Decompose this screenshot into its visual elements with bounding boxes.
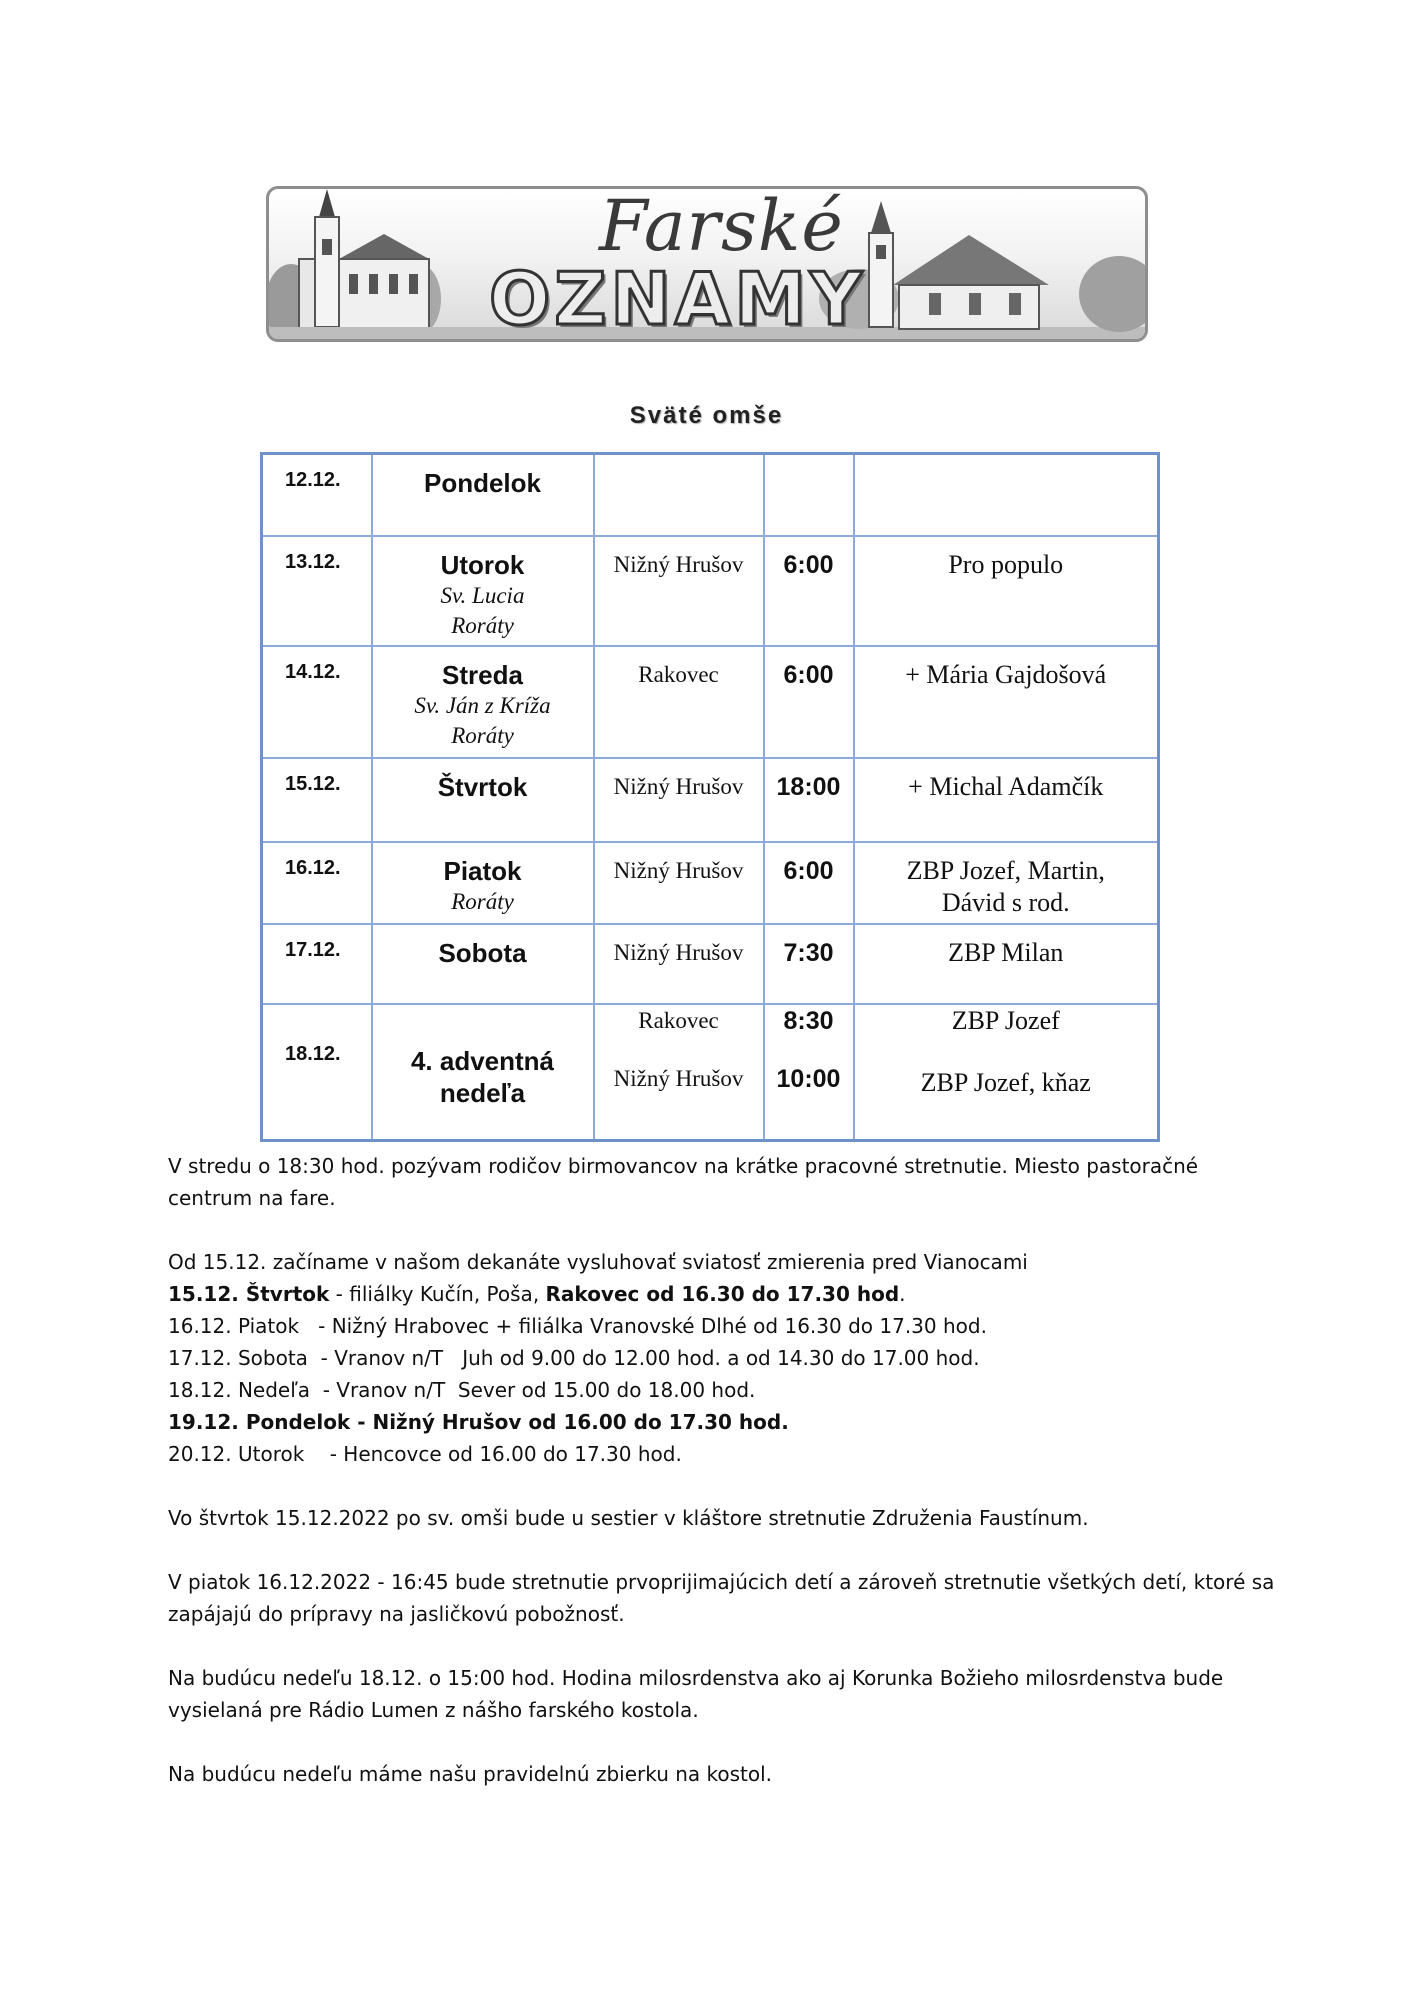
- date-cell: 18.12.: [285, 1043, 341, 1065]
- header-banner: [266, 186, 1148, 342]
- feast-note: Roráty: [451, 613, 514, 638]
- intention-cell: ZBP Jozef: [951, 1006, 1060, 1035]
- table-row: [262, 536, 1159, 646]
- feast-note: Roráty: [451, 889, 514, 914]
- table-row: [262, 454, 1159, 537]
- time-cell: 6:00: [783, 551, 834, 579]
- place-cell: Nižný Hrušov: [613, 1066, 744, 1091]
- mass-schedule-table: [260, 452, 1160, 1142]
- place-cell: Rakovec: [638, 1008, 719, 1033]
- confession-line: 18.12. Nedeľa - Vranov n/T Sever od 15.00 do 18.00 hod.: [168, 1378, 756, 1402]
- place-cell: Nižný Hrušov: [613, 858, 744, 883]
- intention-cell: ZBP Jozef, Martin,: [906, 856, 1105, 885]
- date-cell: 17.12.: [285, 939, 341, 961]
- confession-line: [168, 1278, 1278, 1310]
- announcement-paragraph: Na budúcu nedeľu 18.12. o 15:00 hod. Hodina milosrdenstva ako aj Korunka Božieho milosrdenstva bude vysielaná pre Rádio Lumen z nášho farského kostola.: [168, 1666, 1224, 1722]
- confession-day: 15.12. Štvrtok: [168, 1282, 330, 1306]
- intention-cell: + Michal Adamčík: [908, 772, 1104, 801]
- date-cell: 13.12.: [285, 551, 341, 573]
- feast-note: Sv. Ján z Kríža: [414, 693, 551, 718]
- confession-text: .: [899, 1282, 906, 1306]
- place-cell: Nižný Hrušov: [613, 940, 744, 965]
- feast-note: Roráty: [451, 723, 514, 748]
- place-cell: Nižný Hrušov: [613, 552, 744, 577]
- announcement-paragraph: Na budúcu nedeľu máme našu pravidelnú zbierku na kostol.: [168, 1762, 773, 1786]
- confession-intro: Od 15.12. začíname v našom dekanáte vysluhovať sviatosť zmierenia pred Vianocami: [168, 1250, 1028, 1274]
- banner-title: OZNAMY: [489, 257, 867, 341]
- confession-line: 16.12. Piatok - Nižný Hrabovec + filiálka Vranovské Dlhé od 16.30 do 17.30 hod.: [168, 1314, 987, 1338]
- banner-script-text: Farské: [599, 186, 844, 267]
- confession-text: - filiálky Kučín, Poša,: [329, 1282, 546, 1306]
- table-row: [262, 646, 1159, 758]
- day-cell: Utorok: [440, 550, 525, 580]
- intention-cell: + Mária Gajdošová: [905, 660, 1107, 689]
- schedule-title: Sväté omše: [629, 402, 784, 429]
- intention-cell: Dávid s rod.: [941, 888, 1070, 917]
- day-cell: Piatok: [443, 856, 522, 886]
- date-cell: 15.12.: [285, 773, 341, 795]
- confession-emphasis: Rakovec od 16.30 do 17.30 hod: [545, 1282, 900, 1306]
- intention-cell: Pro populo: [948, 550, 1064, 579]
- announcement-paragraph: V stredu o 18:30 hod. pozývam rodičov birmovancov na krátke pracovné stretnutie. Miesto pastoračné centrum na fare.: [168, 1154, 1199, 1210]
- day-cell: 4. adventná nedeľa: [410, 1046, 555, 1108]
- table-row: [262, 1004, 1159, 1141]
- announcement-paragraph: Vo štvrtok 15.12.2022 po sv. omši bude u sestier v kláštore stretnutie Združenia Faustínum.: [168, 1506, 1089, 1530]
- date-cell: 14.12.: [285, 661, 341, 683]
- confession-line: 17.12. Sobota - Vranov n/T Juh od 9.00 do 12.00 hod. a od 14.30 do 17.00 hod.: [168, 1346, 980, 1370]
- date-cell: 16.12.: [285, 857, 341, 879]
- confession-line: 19.12. Pondelok - Nižný Hrušov od 16.00 do 17.30 hod.: [168, 1410, 789, 1434]
- announcement-paragraph: V piatok 16.12.2022 - 16:45 bude stretnutie prvoprijimajúcich detí a zároveň stretnutie všetkých detí, ktoré sa zapájajú do prípravy na jasličkovú pobožnosť.: [168, 1570, 1275, 1626]
- table-row: [262, 842, 1159, 924]
- table-row: [262, 924, 1159, 1004]
- intention-cell: ZBP Jozef, kňaz: [920, 1068, 1091, 1097]
- time-cell: 6:00: [783, 857, 834, 885]
- date-cell: 12.12.: [285, 469, 341, 491]
- time-cell: 6:00: [783, 661, 834, 689]
- feast-note: Sv. Lucia: [440, 583, 525, 608]
- announcements: [168, 1150, 1278, 1790]
- day-cell: Streda: [442, 660, 523, 690]
- time-cell: 8:30: [783, 1007, 834, 1035]
- left-church-icon: [299, 189, 429, 329]
- place-cell: Nižný Hrušov: [613, 774, 744, 799]
- confession-line: 20.12. Utorok - Hencovce od 16.00 do 17.30 hod.: [168, 1442, 682, 1466]
- day-cell: Štvrtok: [437, 772, 528, 802]
- place-cell: Rakovec: [638, 662, 719, 687]
- intention-cell: ZBP Milan: [948, 938, 1064, 967]
- time-cell: 7:30: [783, 939, 834, 967]
- table-row: [262, 758, 1159, 842]
- time-cell: 10:00: [776, 1065, 841, 1093]
- day-cell: Sobota: [438, 938, 527, 968]
- day-cell: Pondelok: [423, 468, 541, 498]
- time-cell: 18:00: [776, 773, 841, 801]
